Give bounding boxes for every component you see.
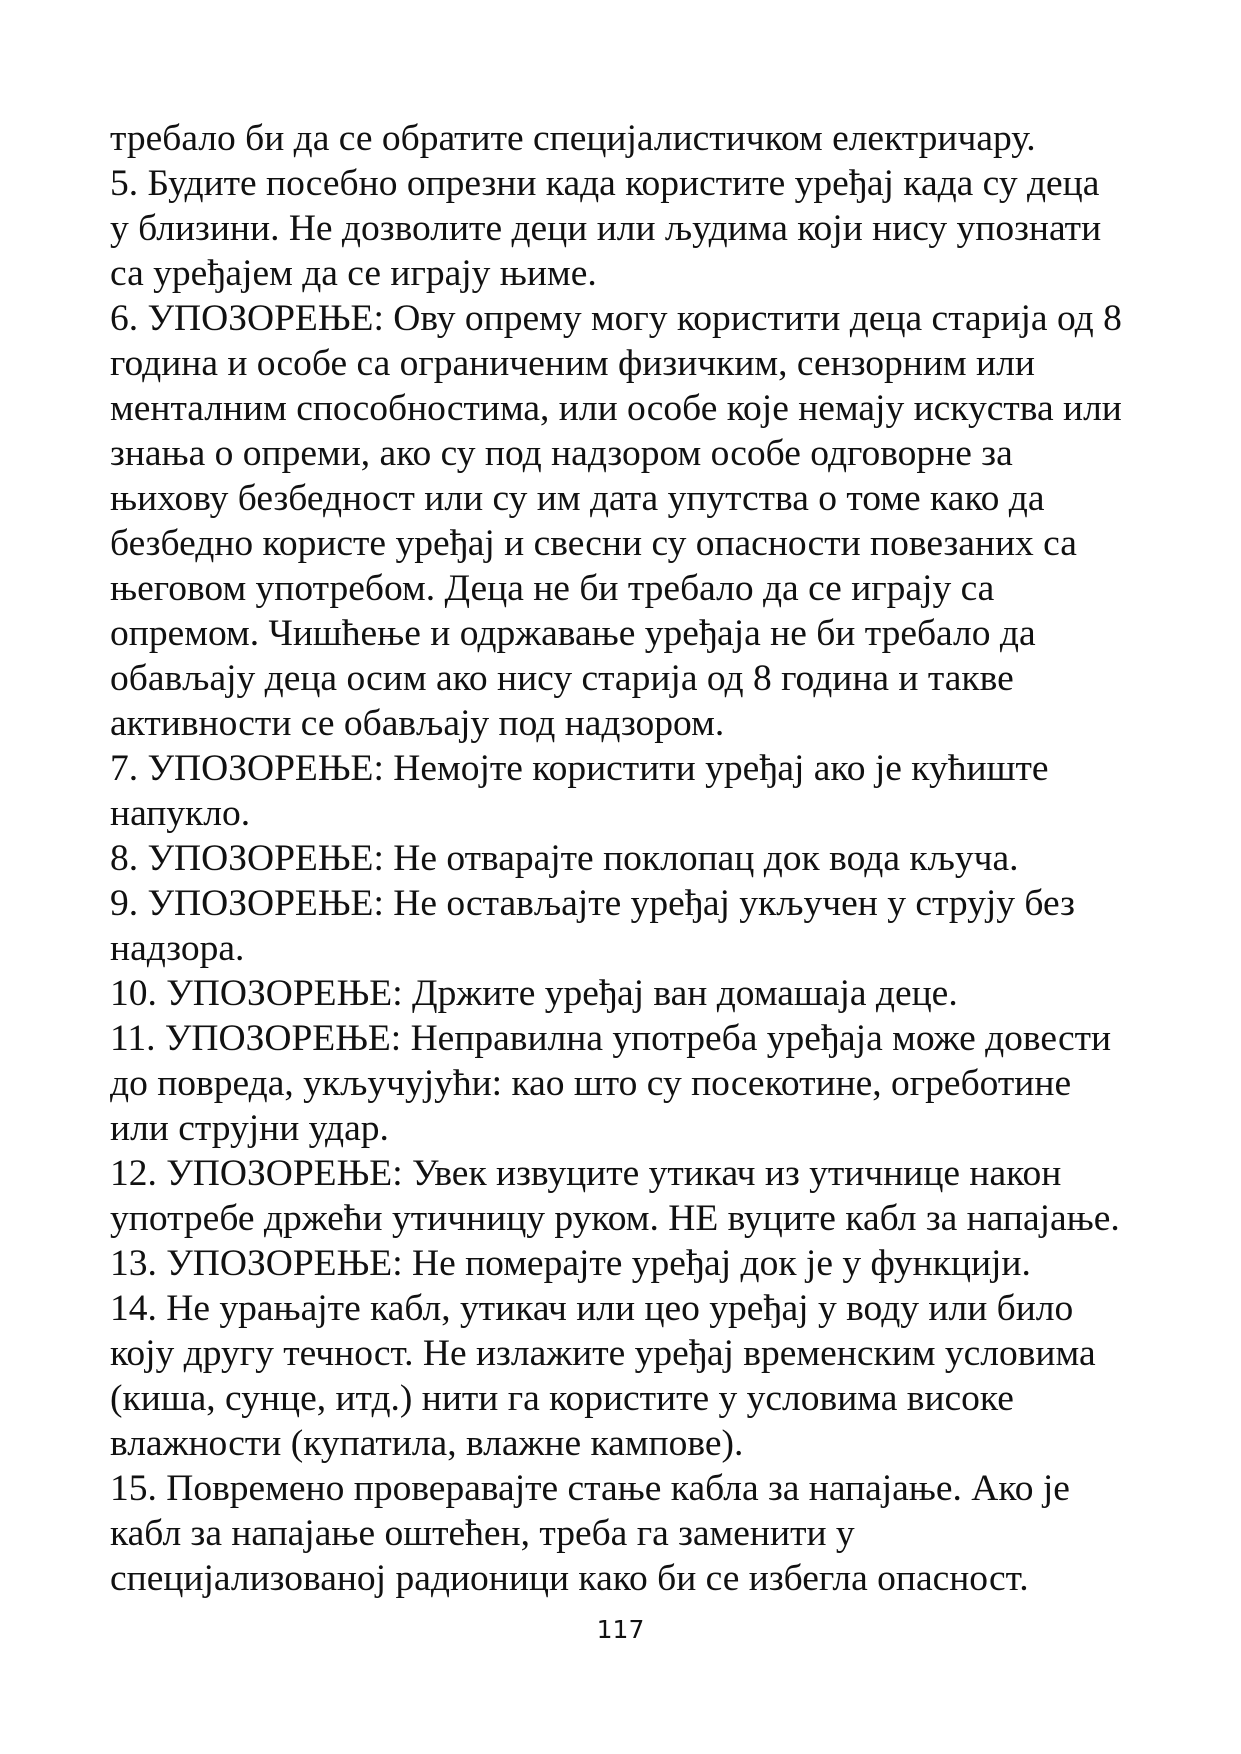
- page-number: 117: [596, 1615, 645, 1644]
- text-line: до повреда, укључујући: као што су посекотине, огреботине: [110, 1063, 1072, 1104]
- text-line: или струјни удар.: [110, 1108, 389, 1149]
- text-line: са уређајем да се играју њиме.: [110, 253, 597, 294]
- text-line: година и особе са ограниченим физичким, сензорним или: [110, 343, 1035, 384]
- text-line: у близини. Не дозволите деци или људима који нису упознати: [110, 208, 1102, 249]
- text-line: 6. УПОЗОРЕЊЕ: Ову опрему могу користити деца старија од 8: [110, 298, 1122, 339]
- text-line: њихову безбедност или су им дата упутства о томе како да: [110, 478, 1045, 519]
- text-line: знања о опреми, ако су под надзором особе одговорне за: [110, 433, 1013, 474]
- text-line: 7. УПОЗОРЕЊЕ: Немојте користити уређај ако је кућиште: [110, 748, 1049, 789]
- text-line: менталним способностима, или особе које немају искуства или: [110, 388, 1122, 429]
- text-line: 12. УПОЗОРЕЊЕ: Увек извуците утикач из утичнице након: [110, 1153, 1062, 1194]
- text-line: 5. Будите посебно опрезни када користите уређај када су деца: [110, 163, 1100, 204]
- text-line: (киша, сунце, итд.) нити га користите у условима високе: [110, 1378, 1014, 1419]
- text-line: надзора.: [110, 928, 245, 969]
- text-line: 14. Не урањајте кабл, утикач или цео уређај у воду или било: [110, 1288, 1074, 1329]
- text-line: активности се обављају под надзором.: [110, 703, 725, 744]
- text-line: употребе држећи утичницу руком. НЕ вуците кабл за напајање.: [110, 1198, 1120, 1239]
- text-line: напукло.: [110, 793, 251, 834]
- text-line: кабл за напајање оштећен, треба га заменити у: [110, 1513, 855, 1554]
- text-line: влажности (купатила, влажне кампове).: [110, 1423, 744, 1464]
- text-line: специјализованој радионици како би се избегла опасност.: [110, 1558, 1029, 1599]
- text-line: 15. Повремено проверавајте стање кабла за напајање. Ако је: [110, 1468, 1070, 1509]
- text-line: требало би да се обратите специјалистичком електричару.: [110, 118, 1036, 159]
- text-line: 13. УПОЗОРЕЊЕ: Не померајте уређај док је у функцији.: [110, 1243, 1031, 1284]
- text-line: његовом употребом. Деца не би требало да се играју са: [110, 568, 995, 609]
- text-line: 9. УПОЗОРЕЊЕ: Не остављајте уређај укључен у струју без: [110, 883, 1075, 924]
- instructions-text: [110, 116, 1180, 1601]
- text-line: коју другу течност. Не излажите уређај временским условима: [110, 1333, 1096, 1374]
- text-line: 8. УПОЗОРЕЊЕ: Не отварајте поклопац док вода кључа.: [110, 838, 1019, 879]
- text-line: 11. УПОЗОРЕЊЕ: Неправилна употреба уређаја може довести: [110, 1018, 1112, 1059]
- text-line: 10. УПОЗОРЕЊЕ: Држите уређај ван домашаја деце.: [110, 973, 958, 1014]
- text-line: обављају деца осим ако нису старија од 8 година и такве: [110, 658, 1014, 699]
- text-line: опремом. Чишћење и одржавање уређаја не би требало да: [110, 613, 1036, 654]
- text-line: безбедно користе уређај и свесни су опасности повезаних са: [110, 523, 1077, 564]
